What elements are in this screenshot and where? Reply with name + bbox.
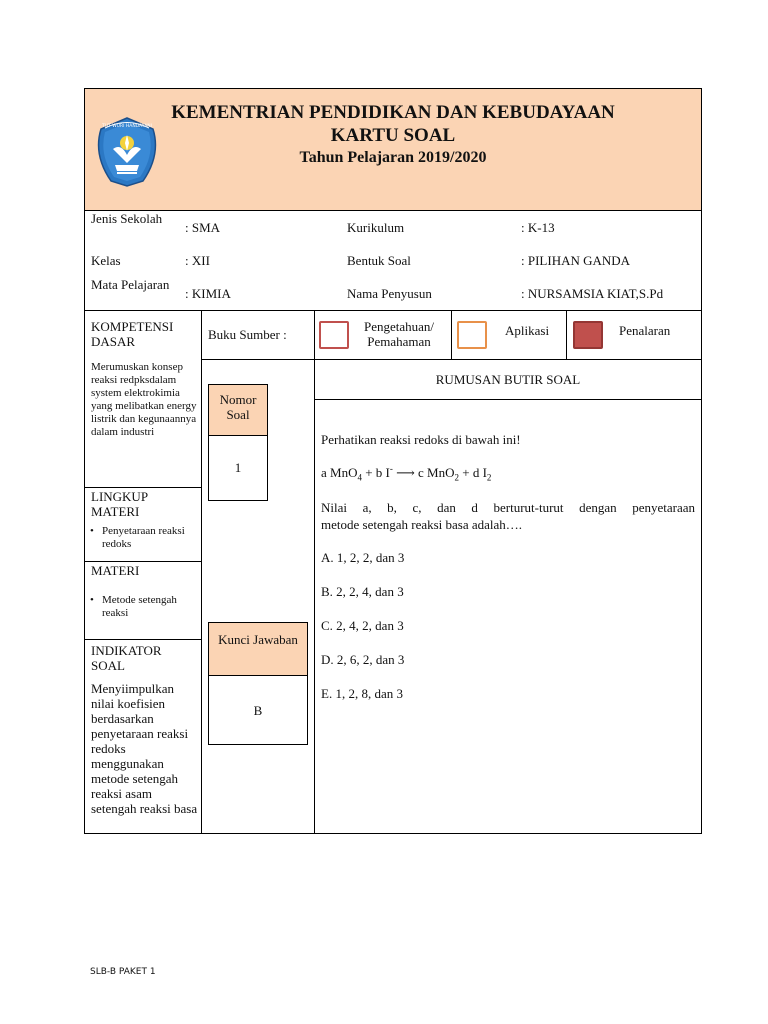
nomor-soal-value: 1	[208, 435, 268, 501]
penalaran-checkbox[interactable]	[573, 321, 603, 349]
card-header	[85, 89, 701, 211]
option-e: E. 1, 2, 8, dan 3	[321, 686, 403, 701]
option-b: B. 2, 2, 4, dan 3	[321, 584, 404, 599]
nomor-soal-label: Nomor Soal	[208, 384, 268, 436]
kurikulum-label: Kurikulum	[347, 220, 405, 235]
jenis-sekolah-label: Jenis Sekolah	[91, 211, 163, 226]
redox-equation	[321, 463, 492, 483]
divider	[85, 639, 201, 640]
materi-title: MATERI	[91, 563, 140, 578]
divider	[201, 359, 701, 360]
question-card	[84, 88, 702, 834]
bentuk-soal-value: : PILIHAN GANDA	[521, 253, 631, 268]
jenis-sekolah-value: : SMA	[185, 220, 221, 235]
list-item: • Metode setengah reaksi	[90, 594, 190, 620]
footer-text: SLB-B PAKET 1	[90, 967, 156, 977]
equation-term: + b I	[361, 465, 390, 480]
divider	[85, 487, 201, 488]
nama-penyusun-value: : NURSAMSIA KIAT,S.Pd	[521, 286, 664, 301]
kunci-jawaban-value: B	[208, 675, 308, 745]
divider	[566, 310, 567, 359]
divider	[451, 310, 452, 359]
option-c: C. 2, 4, 2, dan 3	[321, 618, 404, 633]
kompetensi-dasar-title: KOMPETENSI DASAR	[91, 319, 174, 349]
kompetensi-dasar-text: Merumuskan konsep reaksi redpksdalam system elektrokimia yang melibatkan energy listrik dan kegunaannya dalam industri	[91, 361, 197, 438]
penalaran-label: Penalaran	[619, 323, 671, 338]
equation-term: ⟶ c MnO	[392, 465, 455, 480]
lingkup-materi-list	[90, 525, 190, 551]
question-stem-line1: Nilai a, b, c, dan d berturut-turut dengan penyetaraan	[321, 500, 695, 515]
divider	[314, 310, 315, 834]
card-title: KARTU SOAL	[330, 125, 456, 146]
pengetahuan-label: Pengetahuan/ Pemahaman	[363, 319, 435, 349]
kunci-jawaban-label: Kunci Jawaban	[208, 622, 308, 676]
indikator-soal-text: Menyiimpulkan nilai koefisien berdasarkan penyetaraan reaksi redoks menggunakan metode setengah reaksi asam setengah reaksi basa	[91, 681, 198, 816]
lingkup-materi-title: LINGKUP MATERI	[91, 489, 148, 519]
divider	[314, 399, 701, 400]
kelas-value: : XII	[185, 253, 210, 268]
mata-pelajaran-value: : KIMIA	[185, 286, 231, 301]
option-a: A. 1, 2, 2, dan 3	[321, 550, 405, 565]
indikator-soal-title: INDIKATOR SOAL	[91, 643, 162, 673]
equation-superscript: -	[389, 463, 393, 474]
divider	[85, 310, 701, 311]
list-item: • Penyetaraan reaksi redoks	[90, 525, 190, 551]
question-heading: RUMUSAN BUTIR SOAL	[435, 372, 581, 387]
buku-sumber-label: Buku Sumber :	[208, 327, 287, 342]
equation-subscript: 4	[357, 472, 362, 483]
aplikasi-label: Aplikasi	[505, 323, 550, 338]
ministry-title: KEMENTRIAN PENDIDIKAN DAN KEBUDAYAAN	[171, 102, 615, 123]
equation-term: + d I	[459, 465, 487, 480]
kelas-label: Kelas	[91, 253, 121, 268]
equation-subscript: 2	[486, 472, 492, 483]
divider	[85, 561, 201, 562]
academic-year: Tahun Pelajaran 2019/2020	[299, 149, 487, 166]
equation-subscript: 2	[454, 472, 459, 483]
aplikasi-checkbox[interactable]	[457, 321, 487, 349]
kurikulum-value: : K-13	[521, 220, 555, 235]
equation-term: a MnO	[321, 465, 358, 480]
bentuk-soal-label: Bentuk Soal	[347, 253, 411, 268]
logo-motto: TUT WURI HANDAYANI	[102, 124, 152, 129]
pengetahuan-checkbox[interactable]	[319, 321, 349, 349]
option-d: D. 2, 6, 2, dan 3	[321, 652, 405, 667]
question-stem-line2: metode setengah reaksi basa adalah….	[321, 517, 523, 532]
nama-penyusun-label: Nama Penyusun	[347, 286, 432, 301]
mata-pelajaran-label: Mata Pelajaran	[91, 277, 170, 292]
materi-list	[90, 594, 190, 620]
divider	[201, 310, 202, 834]
question-intro: Perhatikan reaksi redoks di bawah ini!	[321, 432, 521, 447]
